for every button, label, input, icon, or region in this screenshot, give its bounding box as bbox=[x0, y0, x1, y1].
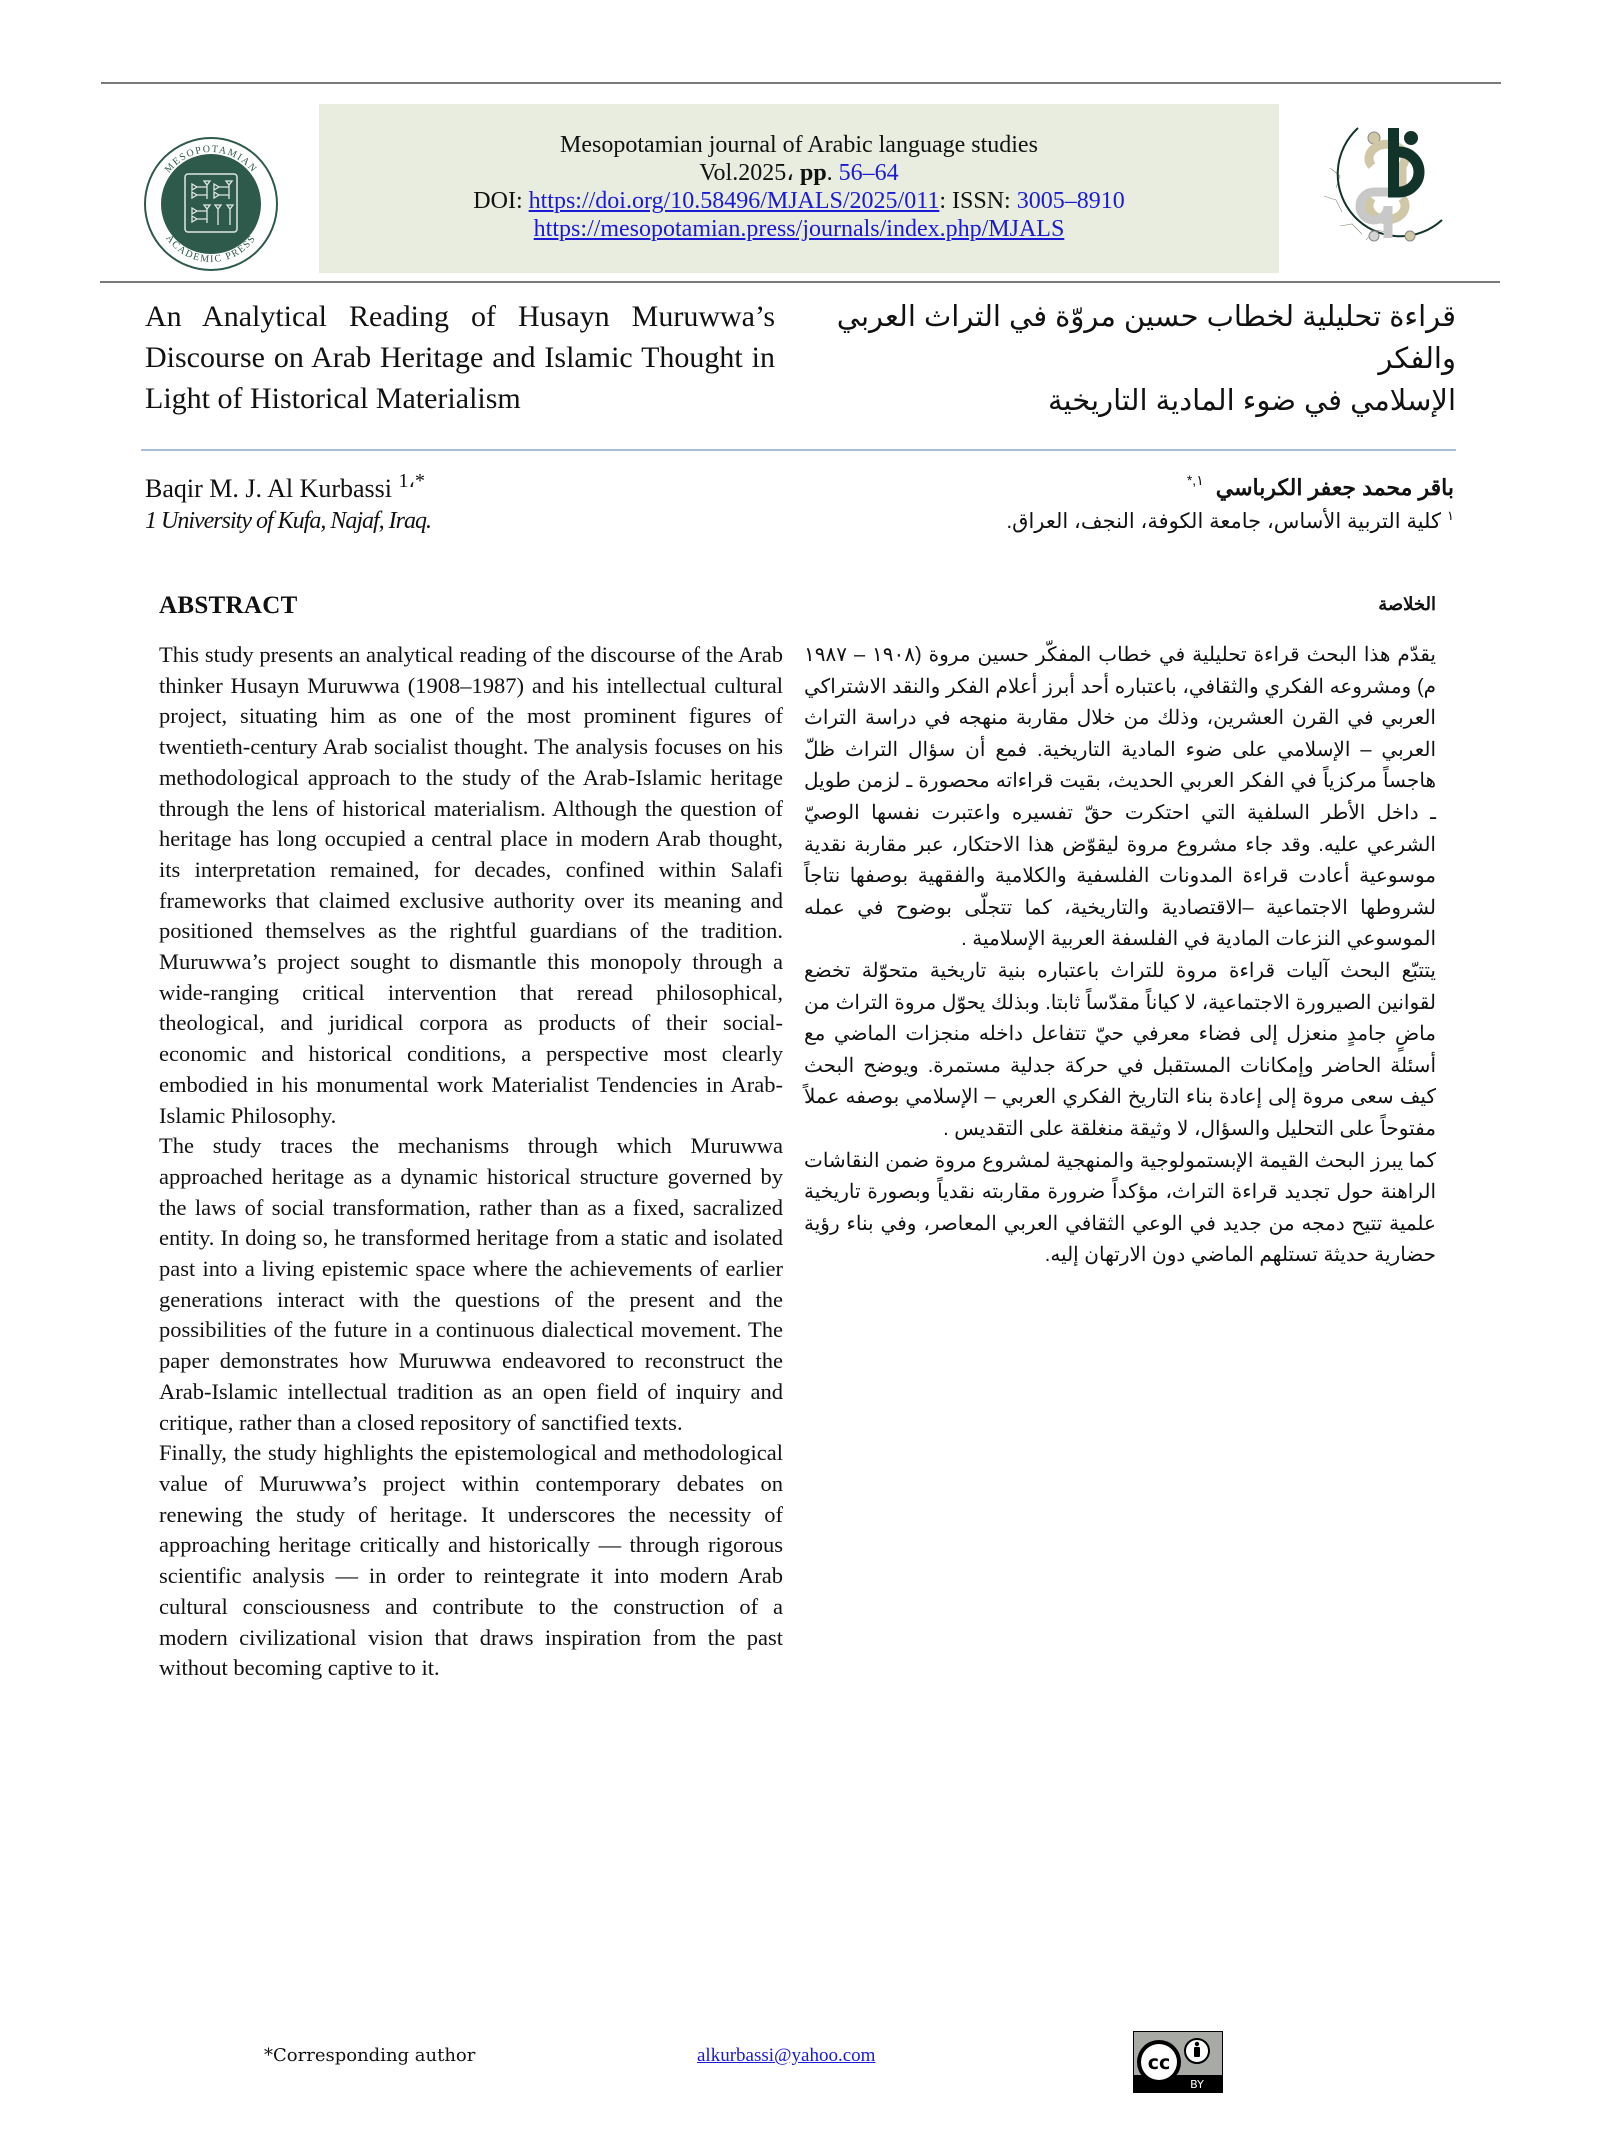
abstract-paragraph: Finally, the study highlights the epistemological and methodological value of Muruwwa’s project within contemporary debates on renewing the study of heritage. It underscores the necessity of approaching heritage critically and historically — through rigorous scientific analysis — in order to reintegrate it into modern Arab cultural consciousness and contribute to the construction of a modern civilizational vision that draws inspiration from the past without becoming captive to it. bbox=[159, 1440, 783, 1681]
page-range: 56–64 bbox=[838, 160, 899, 186]
svg-text:ACADEMIC PRESS: ACADEMIC PRESS bbox=[163, 232, 259, 266]
journal-url-link[interactable]: https://mesopotamian.press/journals/index.php/MJALS bbox=[533, 216, 1065, 242]
title-english: An Analytical Reading of Husayn Muruwwa’s Discourse on Arab Heritage and Islamic Thought in Light of Historical Materialism bbox=[145, 300, 775, 415]
svg-text:cc: cc bbox=[1147, 2052, 1171, 2074]
abstract-paragraph: يقدّم هذا البحث قراءة تحليلية في خطاب المفكّر حسين مروة (١٩٠٨ – ١٩٨٧ م) ومشروعه الفكري والثقافي، باعتباره أحد أبرز أعلام الفكر والنقد الاشتراكي العربي في القرن العشرين، وذلك من خلال مقاربة منهجه في دراسة التراث العربي – الإسلامي على ضوء المادية التاريخية. فمع أن سؤال التراث ظلّ هاجساً مركزياً في الفكر العربي الحديث، بقيت قراءاته محصورة ـ لزمن طويل ـ داخل الأطر السلفية التي احتكرت حقّ تفسيره واعتبرت نفسها الوصيّ الشرعي عليه. وقد جاء مشروع مروة ليقوّض هذا الاحتكار، عبر مقاربة نقدية موسوعية أعادت قراءة المدونات الفلسفية والكلامية والفقهية بوصفها نتاجاً لشروطها الاجتماعية –الاقتصادية والتاريخية، كما تتجلّى بوضوح في عمله الموسوعي النزعات المادية في الفلسفة العربية الإسلامية . bbox=[804, 644, 1436, 951]
creative-commons-by-icon[interactable] bbox=[1133, 2031, 1223, 2093]
svg-text:MESOPOTAMIAN: MESOPOTAMIAN bbox=[162, 143, 260, 176]
svg-text:BY: BY bbox=[1190, 2078, 1204, 2091]
issn-value: 3005–8910 bbox=[1016, 188, 1125, 214]
header-top-rule bbox=[101, 82, 1501, 84]
doi-issn-line: DOI: https://doi.org/10.58496/MJALS/2025/011: ISSN: 3005–8910 bbox=[473, 188, 1125, 214]
author-email-link[interactable]: alkurbassi@yahoo.com bbox=[697, 2045, 876, 2066]
mesopotamian-academic-press-seal-icon bbox=[143, 136, 279, 272]
title-arabic: قراءة تحليلية لخطاب حسين مروّة في التراث العربي والفكر الإسلامي في ضوء المادية التاريخية bbox=[836, 301, 1456, 417]
abstract-heading-arabic: الخلاصة bbox=[1378, 594, 1436, 614]
journal-name: Mesopotamian journal of Arabic language studies bbox=[560, 132, 1038, 158]
volume-pages: Vol.2025، pp. 56–64 bbox=[699, 160, 899, 186]
journal-info-box bbox=[319, 104, 1279, 273]
abstract-paragraph: The study traces the mechanisms through which Muruwwa approached heritage as a dynamic historical structure governed by the laws of social transformation, rather than as a fixed, sacralized entity. In doing so, he transformed heritage from a static and isolated past into a living epistemic space where the achievements of earlier generations interact with the questions of the present and the possibilities of the future in a continuous dialectical movement. The paper demonstrates how Muruwwa endeavored to reconstruct the Arab-Islamic intellectual tradition as an open field of inquiry and critique, rather than a closed repository of sanctified texts. bbox=[159, 1133, 783, 1435]
author-name-arabic: باقر محمد جعفر الكرباسي$^{١,*}$ bbox=[1186, 472, 1454, 500]
corresponding-author-label: *Corresponding author bbox=[264, 2045, 476, 2066]
affiliation-arabic: $^١$كلية التربية الأساس، جامعة الكوفة، النجف، العراق. bbox=[1006, 508, 1454, 533]
author-superscript: 1،* bbox=[398, 470, 425, 492]
abstract-paragraph: يتتبّع البحث آليات قراءة مروة للتراث باعتباره بنية تاريخية متحوّلة تخضع لقوانين الصيرورة الاجتماعية، لا كياناً مقدّساً ثابتا. وبذلك يحوّل مروة التراث من ماضٍ جامدٍ منعزل إلى فضاء معرفي حيّ تتفاعل داخله منجزات الماضي مع أسئلة الحاضر وإمكانات المستقبل في حركة جدلية مستمرة. ويوضح البحث كيف سعى مروة إلى إعادة بناء التاريخ الفكري العربي – الإسلامي بوصفه عملاً مفتوحاً على التحليل والسؤال، لا وثيقة منغلقة على التقديس . bbox=[804, 959, 1436, 1140]
title-divider bbox=[141, 449, 1456, 451]
crescent-arabic-letters-logo-icon bbox=[1310, 108, 1446, 258]
abstract-heading-english: ABSTRACT bbox=[159, 592, 298, 619]
abstract-arabic bbox=[804, 640, 1436, 1272]
abstract-paragraph: كما يبرز البحث القيمة الإبستمولوجية والمنهجية لمشروع مروة ضمن النقاشات الراهنة حول تجديد قراءة التراث، مؤكداً ضرورة مقاربته نقدياً وبصورة تاريخية علمية تتيح دمجه من جديد في الوعي الثقافي العربي المعاصر، وفي بناء رؤية حضارية حديثة تستلهم الماضي دون الارتهان إليه. bbox=[804, 1149, 1436, 1267]
header-bottom-rule bbox=[100, 281, 1500, 283]
abstract-paragraph: This study presents an analytical reading of the discourse of the Arab thinker Husayn Muruwwa (1908–1987) and his intellectual cultural project, situating him as one of the most prominent figures of twentieth-century Arab socialist thought. The analysis focuses on his methodological approach to the study of the Arab-Islamic heritage through the lens of historical materialism. Although the question of heritage has long occupied a central place in modern Arab thought, its interpretation remained, for decades, confined within Salafi frameworks that claimed exclusive authority over its meaning and positioned themselves as the rightful guardians of the tradition. Muruwwa’s project sought to dismantle this monopoly through a wide-ranging critical intervention that reread philosophical, theological, and juridical corpora as products of their social-economic and historical conditions, a perspective most clearly embodied in his monumental work Materialist Tendencies in Arab-Islamic Philosophy. bbox=[159, 642, 783, 1128]
doi-link[interactable]: https://doi.org/10.58496/MJALS/2025/011 bbox=[528, 188, 940, 214]
affiliation-english: 1 University of Kufa, Najaf, Iraq. bbox=[145, 508, 431, 534]
author-name-english: Baqir M. J. Al Kurbassi $^{1،*}$ bbox=[145, 470, 425, 503]
abstract-english bbox=[159, 640, 783, 1684]
